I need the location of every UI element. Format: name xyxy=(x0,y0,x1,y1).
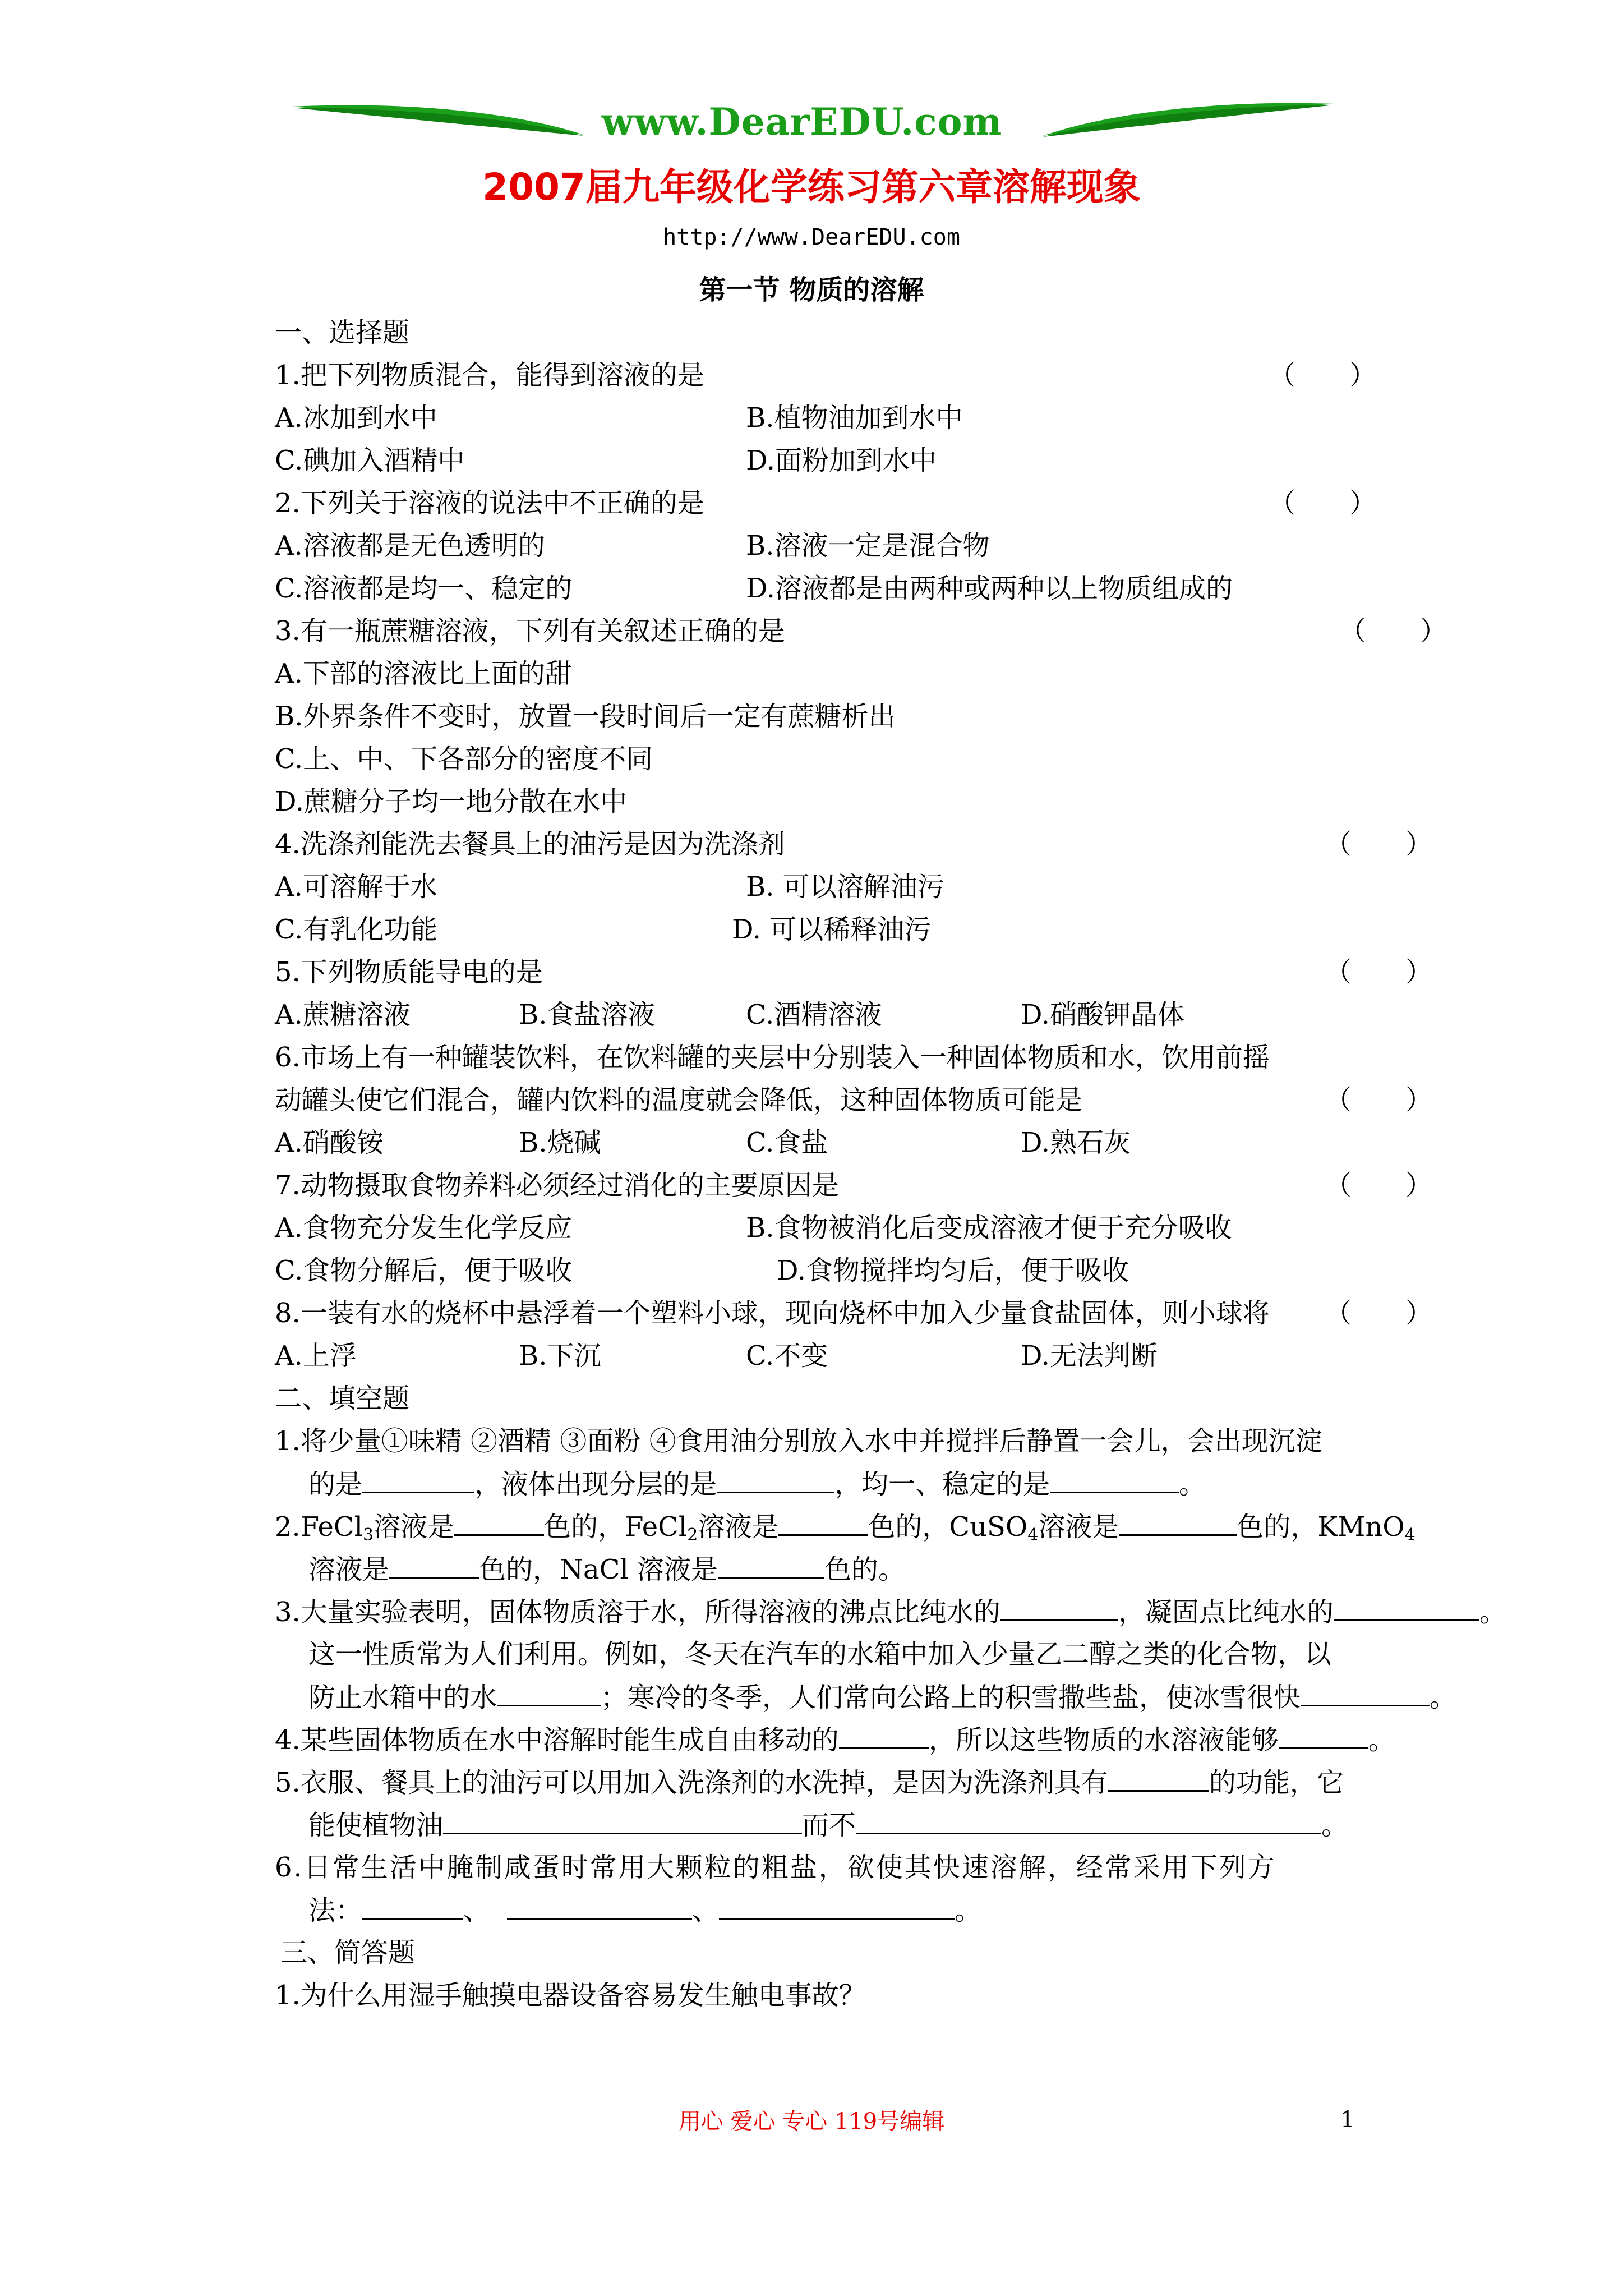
q5-option-a: A.蔗糖溶液 xyxy=(275,999,411,1030)
q8-option-c: C.不变 xyxy=(746,1340,828,1372)
source-url: http://www.DearEDU.com xyxy=(663,224,960,250)
q5-answer-paren: （ ） xyxy=(1325,956,1433,988)
q7-stem: 7.动物摄取食物养料必须经过消化的主要原因是 xyxy=(275,1170,839,1201)
f3-line3: 防止水箱中的水 ；寒冷的冬季，人们常向公路上的积雪撒些盐，使冰雪很快 。 xyxy=(308,1676,1456,1719)
f4-blank-1[interactable] xyxy=(839,1718,929,1749)
q4-option-b: B. 可以溶解油污 xyxy=(746,871,944,903)
f2-blank-2[interactable] xyxy=(778,1505,868,1536)
f5-blank-3[interactable] xyxy=(856,1803,1321,1834)
f6-blank-2[interactable] xyxy=(507,1889,692,1920)
q6-option-c: C.食盐 xyxy=(746,1127,828,1158)
part3-heading: 三、简答题 xyxy=(280,1937,416,1968)
q1-option-b: B.植物油加到水中 xyxy=(746,402,963,434)
document-title: 2007届九年级化学练习第六章溶解现象 xyxy=(482,165,1141,209)
q8-option-b: B.下沉 xyxy=(519,1340,601,1372)
q3-option-c: C.上、中、下各部分的密度不同 xyxy=(275,743,653,775)
q5-option-b: B.食盐溶液 xyxy=(519,999,655,1030)
q1-option-c: C.碘加入酒精中 xyxy=(275,445,465,476)
q2-option-b: B.溶液一定是混合物 xyxy=(746,530,990,562)
q7-option-b: B.食物被消化后变成溶液才便于充分吸收 xyxy=(746,1212,1232,1244)
q4-answer-paren: （ ） xyxy=(1325,829,1433,860)
f5-blank-1[interactable] xyxy=(1108,1761,1209,1792)
q8-option-d: D.无法判断 xyxy=(1021,1340,1158,1372)
q6-option-d: D.熟石灰 xyxy=(1021,1127,1131,1158)
q4-option-c: C.有乳化功能 xyxy=(275,914,438,945)
q8-answer-paren: （ ） xyxy=(1325,1297,1433,1329)
f6-blank-1[interactable] xyxy=(362,1889,463,1920)
q6-stem-line2: 动罐头使它们混合，罐内饮料的温度就会降低，这种固体物质可能是 xyxy=(275,1084,1083,1116)
footer-text: 用心 爱心 专心 119号编辑 xyxy=(678,2109,945,2134)
f5-blank-2[interactable] xyxy=(443,1803,802,1834)
q7-answer-paren: （ ） xyxy=(1325,1170,1433,1201)
f6-line2: 法： 、 、 。 xyxy=(308,1889,981,1932)
f3-blank-3[interactable] xyxy=(497,1676,601,1706)
f2-blank-3[interactable] xyxy=(1119,1505,1237,1536)
q6-stem-line1: 6.市场上有一种罐装饮料，在饮料罐的夹层中分别装入一种固体物质和水，饮用前摇 xyxy=(275,1042,1270,1073)
q4-stem: 4.洗涤剂能洗去餐具上的油污是因为洗涤剂 xyxy=(275,829,785,860)
q7-option-c: C.食物分解后，便于吸收 xyxy=(275,1255,573,1286)
part2-heading: 二、填空题 xyxy=(275,1383,410,1414)
f4-line: 4.某些固体物质在水中溶解时能生成自由移动的 ，所以这些物质的水溶液能够 。 xyxy=(275,1718,1395,1761)
q5-option-c: C.酒精溶液 xyxy=(746,999,882,1030)
q2-option-d: D.溶液都是由两种或两种以上物质组成的 xyxy=(746,573,1233,604)
q3-option-a: A.下部的溶液比上面的甜 xyxy=(275,658,572,689)
q8-stem: 8.一装有水的烧杯中悬浮着一个塑料小球，现向烧杯中加入少量食盐固体，则小球将 xyxy=(275,1297,1270,1329)
f2-blank-5[interactable] xyxy=(718,1548,824,1579)
q7-option-d: D.食物搅拌均匀后，便于吸收 xyxy=(777,1255,1129,1286)
f3-line2: 这一性质常为人们利用。例如，冬天在汽车的水箱中加入少量乙二醇之类的化合物，以 xyxy=(308,1639,1332,1670)
f5-line2: 能使植物油 而不 。 xyxy=(308,1803,1348,1847)
f1-blank-3[interactable] xyxy=(1050,1462,1179,1493)
f1-line1: 1.将少量①味精 ②酒精 ③面粉 ④食用油分别放入水中并搅拌后静置一会儿，会出现沉淀 xyxy=(275,1425,1322,1457)
f2-blank-4[interactable] xyxy=(389,1548,479,1579)
q1-option-d: D.面粉加到水中 xyxy=(746,445,937,476)
q2-option-a: A.溶液都是无色透明的 xyxy=(275,530,545,562)
q6-option-a: A.硝酸铵 xyxy=(275,1127,384,1158)
f2-line1: 2.FeCl$_3$溶液是 色的，FeCl$_2$溶液是 色的，CuSO$_4$溶液是 色的，KMnO$_4$ xyxy=(275,1505,1415,1557)
q7-option-a: A.食物充分发生化学反应 xyxy=(275,1212,572,1244)
f2-blank-1[interactable] xyxy=(454,1505,544,1536)
f1-line2: 的是 ，液体出现分层的是 ，均一、稳定的是 。 xyxy=(308,1462,1206,1506)
f3-line1: 3.大量实验表明，固体物质溶于水，所得溶液的沸点比纯水的 ，凝固点比纯水的 。 xyxy=(275,1590,1506,1634)
f1-blank-1[interactable] xyxy=(362,1462,474,1493)
q3-option-d: D.蔗糖分子均一地分散在水中 xyxy=(275,786,628,817)
q2-option-c: C.溶液都是均一、稳定的 xyxy=(275,573,573,604)
q8-option-a: A.上浮 xyxy=(275,1340,357,1372)
f3-blank-1[interactable] xyxy=(1000,1590,1118,1621)
q3-stem: 3.有一瓶蔗糖溶液，下列有关叙述正确的是 xyxy=(275,615,785,647)
q3-option-b: B.外界条件不变时，放置一段时间后一定有蔗糖析出 xyxy=(275,701,896,732)
q6-answer-paren: （ ） xyxy=(1325,1084,1433,1116)
section-heading: 第一节 物质的溶解 xyxy=(699,274,924,306)
f2-line2: 溶液是 色的，NaCl 溶液是 色的。 xyxy=(308,1548,905,1591)
q4-option-d: D. 可以稀释油污 xyxy=(732,914,932,945)
page-number: 1 xyxy=(1340,2107,1355,2133)
q5-option-d: D.硝酸钾晶体 xyxy=(1021,999,1185,1030)
f3-blank-4[interactable] xyxy=(1301,1676,1430,1706)
f1-blank-2[interactable] xyxy=(717,1462,834,1493)
f6-blank-3[interactable] xyxy=(719,1889,955,1920)
part1-heading: 一、选择题 xyxy=(275,317,410,348)
site-logo: www.DearEDU.com xyxy=(601,100,1003,144)
f4-blank-2[interactable] xyxy=(1279,1718,1368,1749)
q2-answer-paren: （ ） xyxy=(1269,487,1377,519)
q2-stem: 2.下列关于溶液的说法中不正确的是 xyxy=(275,487,704,519)
q4-option-a: A.可溶解于水 xyxy=(275,871,437,903)
q1-answer-paren: （ ） xyxy=(1269,360,1377,391)
f3-blank-2[interactable] xyxy=(1334,1590,1479,1621)
q3-answer-paren: （ ） xyxy=(1339,615,1447,647)
short-answer-q1: 1.为什么用湿手触摸电器设备容易发生触电事故？ xyxy=(275,1980,866,2011)
q5-stem: 5.下列物质能导电的是 xyxy=(275,956,543,988)
q6-option-b: B.烧碱 xyxy=(519,1127,601,1158)
q1-stem: 1.把下列物质混合，能得到溶液的是 xyxy=(275,360,704,391)
f5-line1: 5.衣服、餐具上的油污可以用加入洗涤剂的水洗掉，是因为洗涤剂具有 的功能，它 xyxy=(275,1761,1344,1804)
f6-line1: 6.日常生活中腌制咸蛋时常用大颗粒的粗盐，欲使其快速溶解，经常采用下列方 xyxy=(275,1852,1276,1883)
q1-option-a: A.冰加到水中 xyxy=(275,402,437,434)
